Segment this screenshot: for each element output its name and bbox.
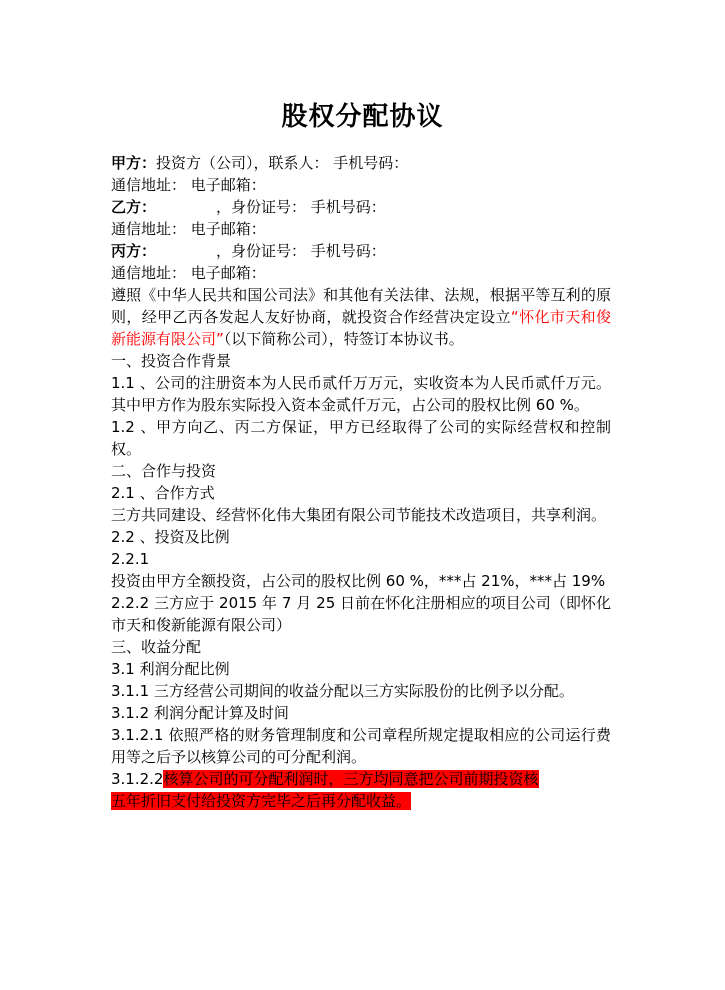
party-c-line xyxy=(111,240,611,262)
highlighted-text-2: 五年折旧支付给投资方完毕之后再分配收益。 xyxy=(111,792,412,810)
party-a-label: 甲方： xyxy=(111,154,157,172)
document-body xyxy=(111,152,611,812)
party-b-label: 乙方： xyxy=(111,198,157,216)
preamble-paragraph xyxy=(111,284,611,350)
party-b-contact: 通信地址： 电子邮箱： xyxy=(111,220,266,238)
party-c-info: ，身份证号： 手机号码： xyxy=(216,242,386,260)
clause-3-1-heading: 3.1 利润分配比例 xyxy=(111,660,230,678)
clause-2-2-heading: 2.2 、投资及比例 xyxy=(111,528,230,546)
clause-2-2-1-text: 投资由甲方全额投资，占公司的股权比例 60 %，***占 21%，***占 19% xyxy=(111,572,606,590)
clause-3-1-1-text: 3.1.1 三方经营公司期间的收益分配以三方实际股份的比例予以分配。 xyxy=(111,682,574,700)
section-2-heading: 二、合作与投资 xyxy=(111,462,217,480)
clause-3-1-2-heading: 3.1.2 利润分配计算及时间 xyxy=(111,704,289,722)
party-a-info: 投资方（公司），联系人： 手机号码： xyxy=(156,154,409,172)
clause-1-2: 1.2 、甲方向乙、丙二方保证，甲方已经取得了公司的实际经营权和控制权。 xyxy=(111,418,611,458)
clause-2-1-text: 三方共同建设、经营怀化伟大集团有限公司节能技术改造项目，共享利润。 xyxy=(111,506,607,524)
section-1-heading: 一、投资合作背景 xyxy=(111,352,232,370)
party-b-info: ，身份证号： 手机号码： xyxy=(216,198,386,216)
document-title: 股权分配协议 xyxy=(281,102,444,132)
clause-3-1-2-2-number: 3.1.2.2 xyxy=(111,770,164,788)
company-name: “怀化市天和俊新能源有限公司” xyxy=(111,308,611,348)
clause-3-1-2-1-text: 3.1.2.1 依照严格的财务管理制度和公司章程所规定提取相应的公司运行费用等之后予以核算公司的可分配利润。 xyxy=(111,726,611,766)
clause-2-2-1-number: 2.2.1 xyxy=(111,550,150,568)
party-a-line xyxy=(111,152,611,174)
party-b-line xyxy=(111,196,611,218)
clause-3-1-2-2-line-2 xyxy=(111,790,611,812)
party-a-contact: 通信地址： 电子邮箱： xyxy=(111,176,266,194)
preamble-text-2: （以下简称公司），特签订本协议书。 xyxy=(223,330,464,348)
clause-2-2-2-text: 2.2.2 三方应于 2015 年 7 月 25 日前在怀化注册相应的项目公司（即怀化市天和俊新能源有限公司） xyxy=(111,594,611,634)
party-c-contact: 通信地址： 电子邮箱： xyxy=(111,264,266,282)
section-3-heading: 三、收益分配 xyxy=(111,638,202,656)
highlighted-text-1: 核算公司的可分配利润时，三方均同意把公司前期投资核 xyxy=(163,770,539,788)
clause-2-1-heading: 2.1 、合作方式 xyxy=(111,484,215,502)
clause-1-1: 1.1 、公司的注册资本为人民币贰仟万万元，实收资本为人民币贰仟万元。其中甲方作为股东实际投入资本金贰仟万元，占公司的股权比例 60 %。 xyxy=(111,374,611,414)
party-c-label: 丙方： xyxy=(111,242,157,260)
clause-3-1-2-2-line-1 xyxy=(111,768,611,790)
preamble-text-1: 遵照《中华人民共和国公司法》和其他有关法律、法规，根据平等互利的原则，经甲乙丙各发起人友好协商，就投资合作经营决定设立 xyxy=(111,286,611,326)
